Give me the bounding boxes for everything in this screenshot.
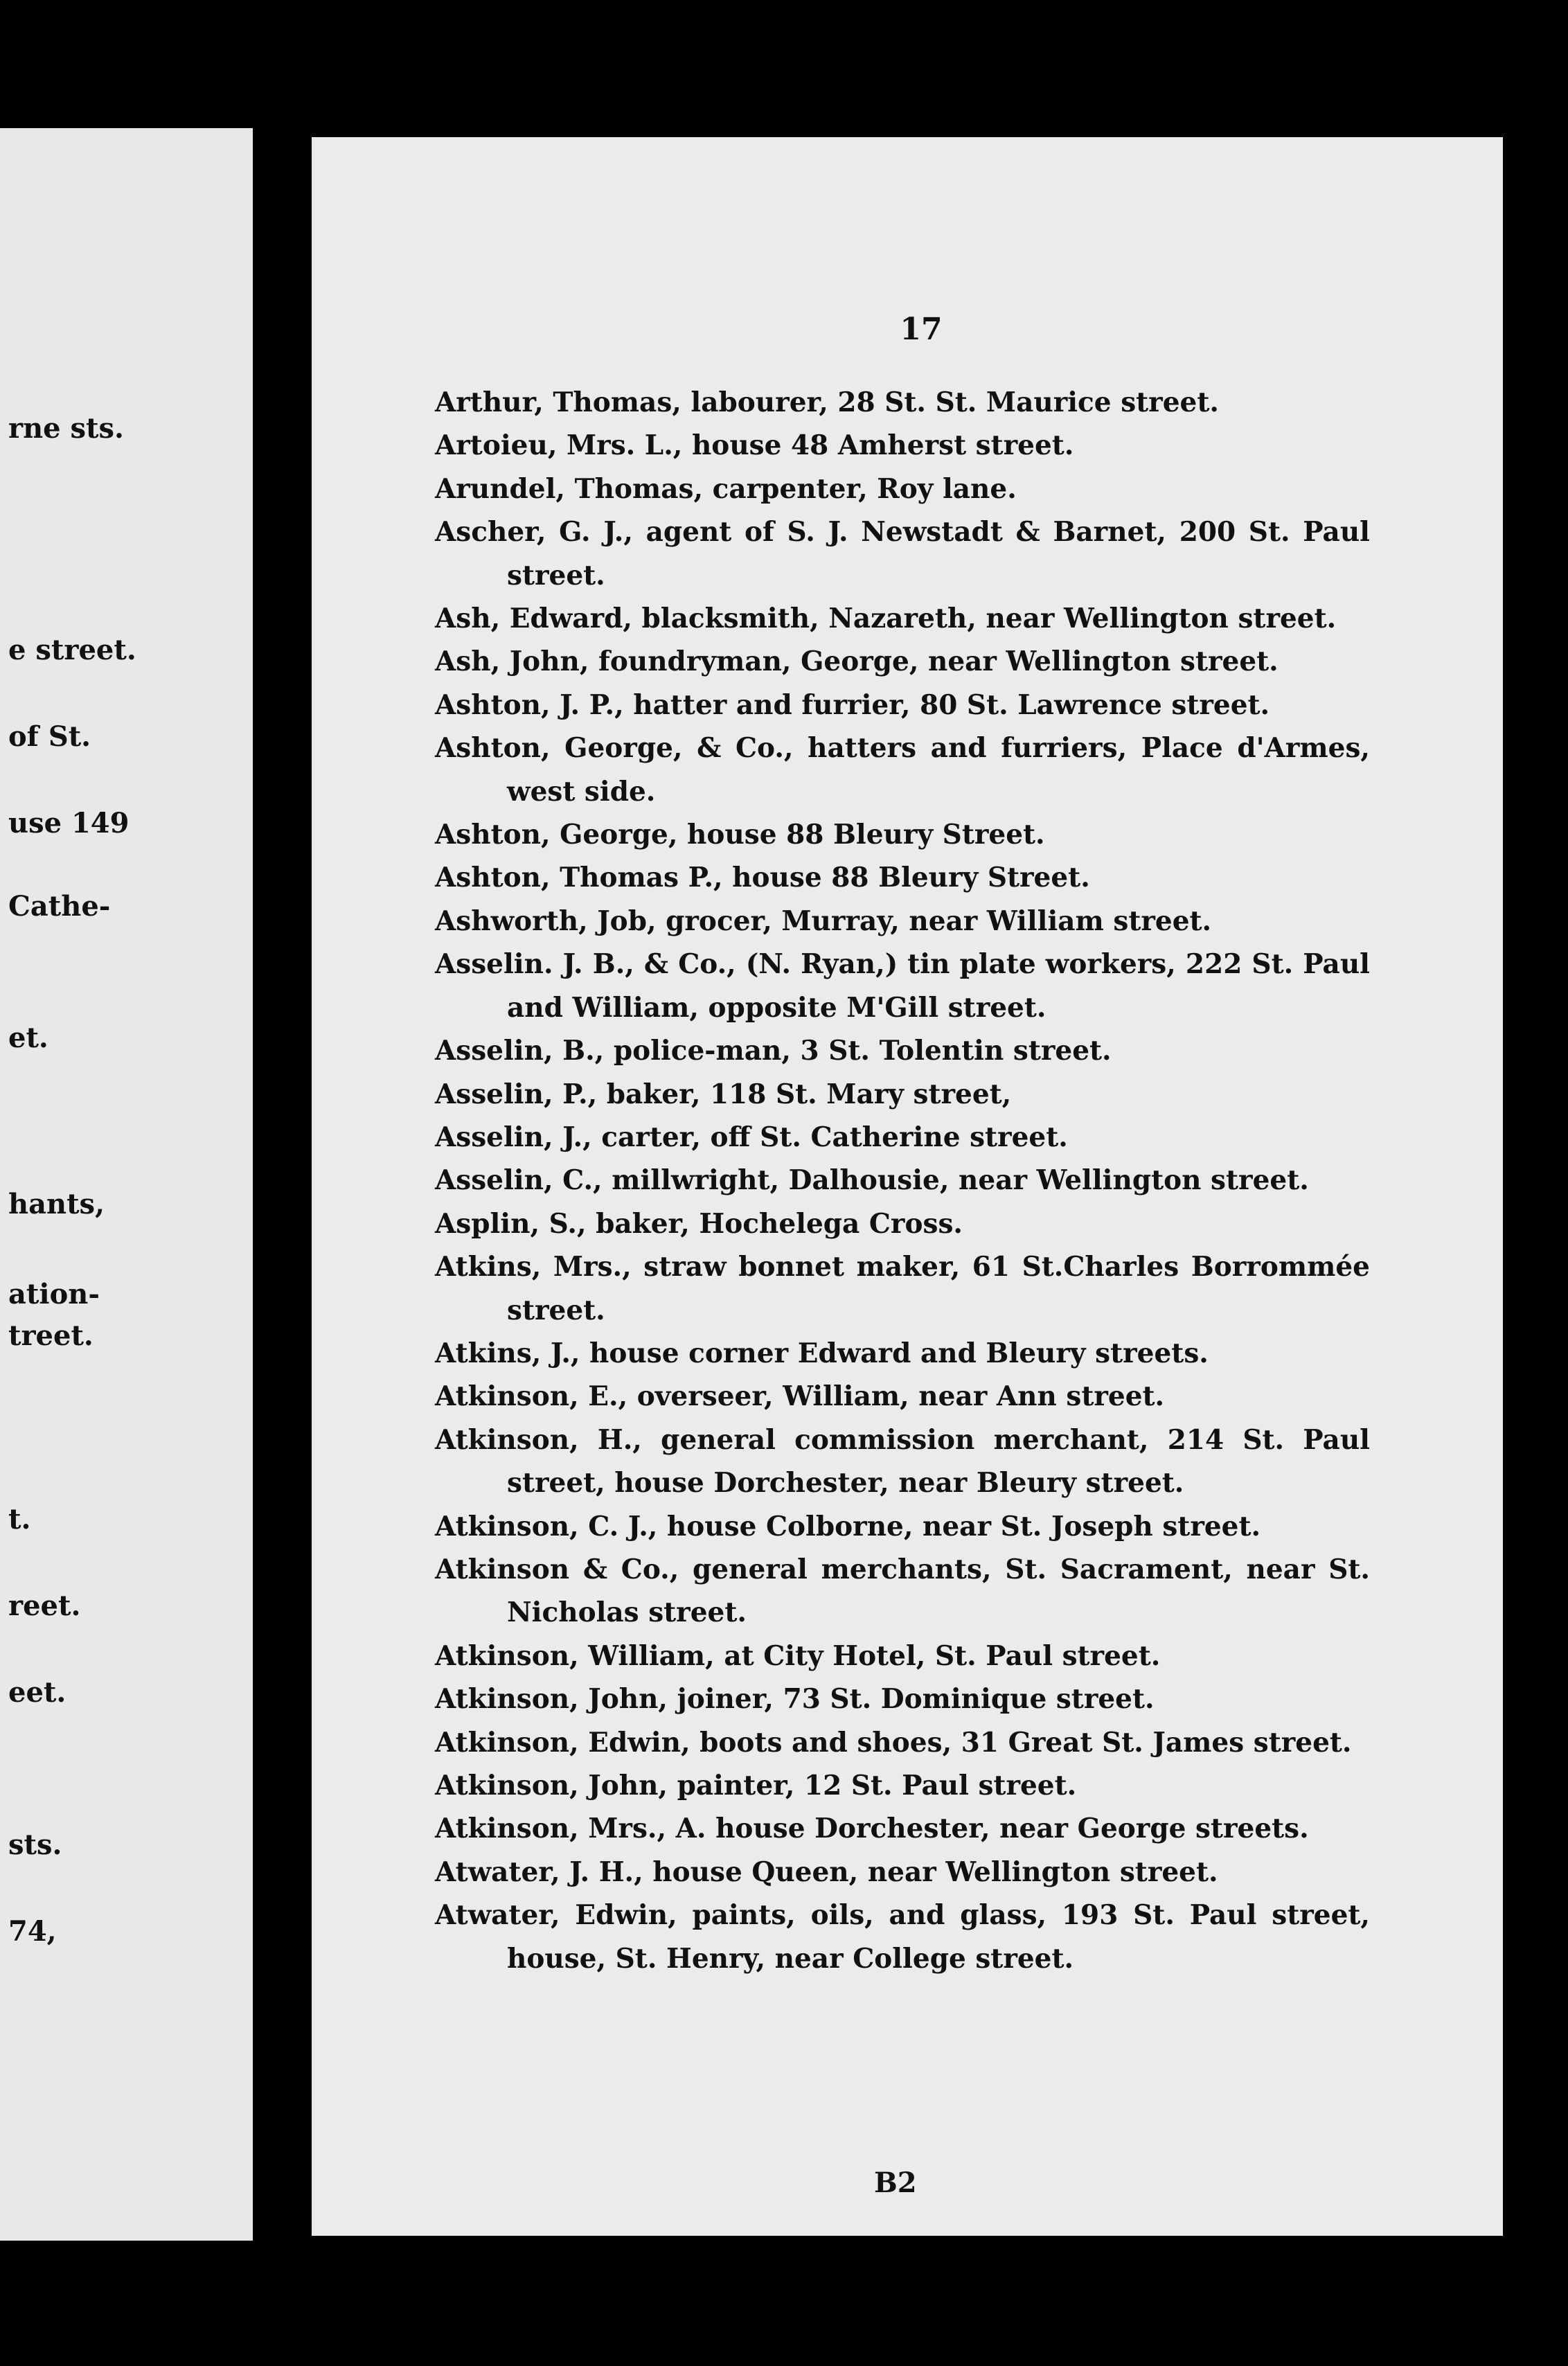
left-page-fragment (0, 128, 253, 2241)
left-margin-line: et. (8, 1022, 48, 1054)
directory-entry: Atkinson, Mrs., A. house Dorchester, near George streets. (435, 1813, 1309, 1845)
directory-entry: Arthur, Thomas, labourer, 28 St. St. Maurice street. (435, 386, 1219, 418)
left-margin-line: reet. (8, 1590, 81, 1622)
directory-entry: Arundel, Thomas, carpenter, Roy lane. (435, 472, 1017, 505)
left-margin-line: use 149 (8, 807, 130, 839)
directory-entry: Asselin, B., police-man, 3 St. Tolentin street. (435, 1035, 1112, 1067)
directory-entry: Ash, Edward, blacksmith, Nazareth, near Wellington street. (435, 603, 1337, 635)
left-margin-line: Cathe- (8, 890, 111, 923)
directory-entry: Asselin, P., baker, 118 St. Mary street, (435, 1078, 1012, 1110)
left-margin-line: hants, (8, 1188, 105, 1220)
directory-page (312, 137, 1503, 2236)
directory-entry: Atkinson, C. J., house Colborne, near St. Joseph street. (435, 1510, 1261, 1542)
directory-entry: Atkinson, E., overseer, William, near Ann street. (435, 1380, 1165, 1413)
directory-entry: Atkins, Mrs., straw bonnet maker, 61 St.Charles Borrommée street. (435, 1251, 1370, 1326)
directory-entry: Ashworth, Job, grocer, Murray, near William street. (435, 905, 1212, 937)
directory-entry: Asselin. J. B., & Co., (N. Ryan,) tin plate workers, 222 St. Paul and William, opposite M'Gill street. (435, 948, 1370, 1024)
directory-entry: Asselin, J., carter, off St. Catherine street. (435, 1121, 1068, 1153)
left-margin-line: eet. (8, 1676, 66, 1709)
left-margin-line: 74, (8, 1915, 57, 1948)
left-margin-line: sts. (8, 1829, 62, 1861)
directory-entry: Atkins, J., house corner Edward and Bleury streets. (435, 1337, 1209, 1369)
left-margin-line: of St. (8, 720, 91, 753)
directory-entry: Ashton, George, house 88 Bleury Street. (435, 819, 1045, 851)
directory-entry: Atkinson, John, painter, 12 St. Paul street. (435, 1770, 1077, 1802)
directory-entry: Atwater, J. H., house Queen, near Wellington street. (435, 1856, 1218, 1888)
directory-entry: Ashton, George, & Co., hatters and furriers, Place d'Armes, west side. (435, 732, 1370, 808)
directory-entry: Atkinson, John, joiner, 73 St. Dominique street. (435, 1683, 1155, 1716)
directory-entry: Atkinson, Edwin, boots and shoes, 31 Great St. James street. (435, 1726, 1352, 1759)
directory-entry: Ash, John, foundryman, George, near Wellington street. (435, 646, 1279, 678)
directory-entry: Artoieu, Mrs. L., house 48 Amherst street. (435, 429, 1074, 462)
directory-entry: Ashton, J. P., hatter and furrier, 80 St. Lawrence street. (435, 688, 1270, 721)
signature-mark: B2 (874, 2167, 917, 2199)
left-margin-line: rne sts. (8, 412, 124, 445)
left-margin-line: e street. (8, 634, 136, 666)
directory-entry: Asplin, S., baker, Hochelega Cross. (435, 1207, 963, 1240)
left-margin-line: ation- (8, 1278, 100, 1310)
directory-entry: Atwater, Edwin, paints, oils, and glass, 193 St. Paul street, house, St. Henry, near College street. (435, 1899, 1370, 1975)
directory-entry: Ashton, Thomas P., house 88 Bleury Street. (435, 862, 1090, 894)
left-margin-line: t. (8, 1503, 31, 1536)
directory-entry: Ascher, G. J., agent of S. J. Newstadt & Barnet, 200 St. Paul street. (435, 516, 1370, 592)
page-number: 17 (900, 312, 943, 347)
directory-entry: Atkinson, William, at City Hotel, St. Paul street. (435, 1639, 1161, 1672)
directory-entry: Atkinson & Co., general merchants, St. Sacrament, near St. Nicholas street. (435, 1553, 1370, 1629)
directory-entry: Asselin, C., millwright, Dalhousie, near Wellington street. (435, 1164, 1309, 1197)
directory-entries (435, 381, 1370, 1980)
left-margin-line: treet. (8, 1319, 93, 1352)
directory-entry: Atkinson, H., general commission merchant, 214 St. Paul street, house Dorchester, near Bleury street. (435, 1423, 1370, 1500)
